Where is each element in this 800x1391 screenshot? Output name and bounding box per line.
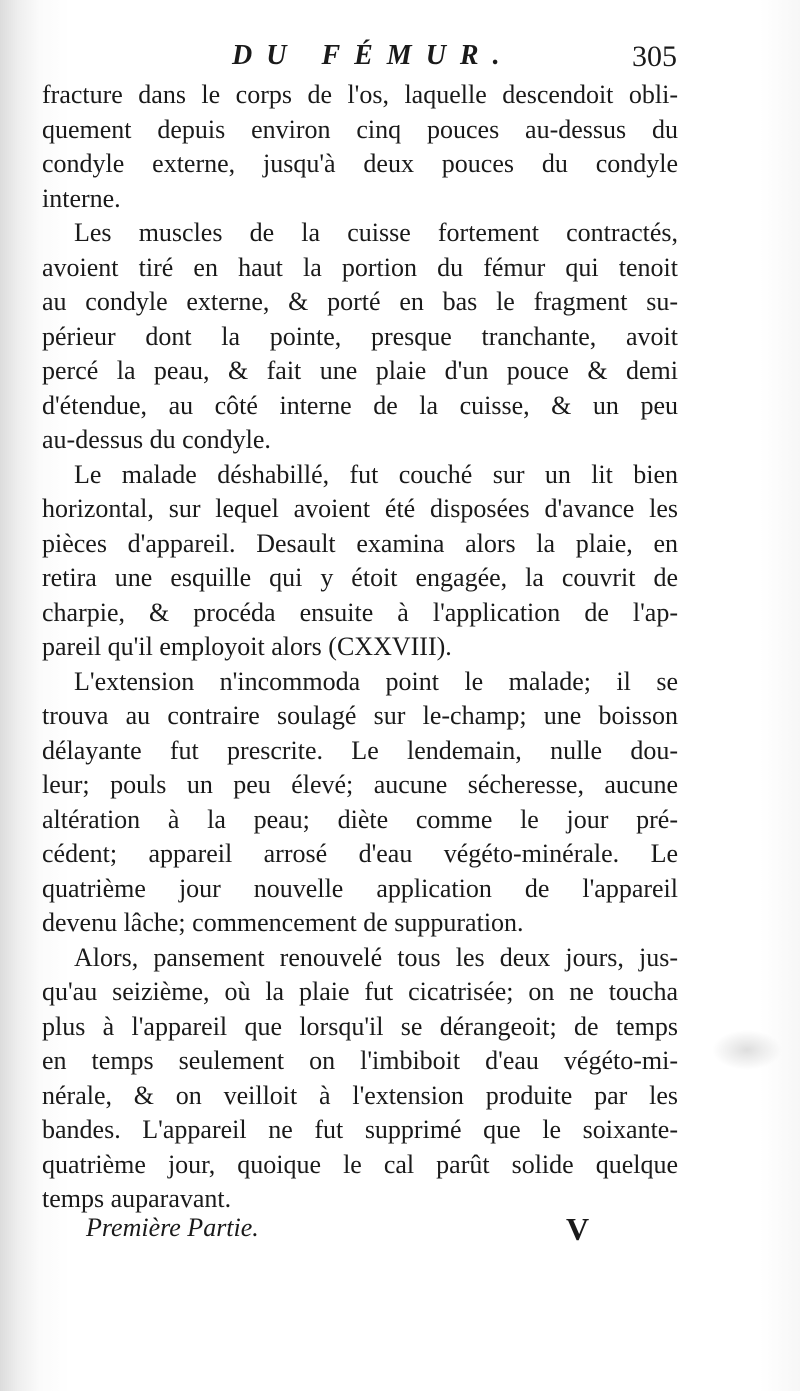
paragraph [42,665,678,941]
text-line: leur; pouls un peu élevé; aucune sécheresse, aucune [42,770,678,799]
paragraph [42,941,678,1217]
text-line: quement depuis environ cinq pouces au-dessus du [42,114,678,144]
text-line: horizontal, sur lequel avoient été disposées d'avance les [42,494,678,523]
text-line: avoient tiré en haut la portion du fémur qui tenoit [42,252,678,282]
text-line: fracture dans le corps de l'os, laquelle descendoit obli- [42,80,678,109]
page-footer [0,1213,800,1253]
text-line: cédent; appareil arrosé d'eau végéto-minérale. Le [42,839,678,868]
text-line: trouva au contraire soulagé sur le-champ; une boisson [42,701,678,730]
text-line: bandes. L'appareil ne fut supprimé que le soixante- [42,1115,678,1144]
page-number: 305 [632,40,677,73]
text-line: quatrième jour, quoique le cal parût solide quelque [42,1149,678,1179]
paragraph [42,78,678,216]
paragraph [42,458,678,665]
ink-bleed-smudge [712,1030,782,1070]
text-line: plus à l'appareil que lorsqu'il se dérangeoit; de temps [42,1011,678,1041]
text-line: nérale, & on veilloit à l'extension produite par les [42,1080,678,1110]
text-line: au-dessus du condyle. [42,425,271,454]
text-line: Les muscles de la cuisse fortement contractés, [74,218,678,247]
body-text [42,78,678,1217]
text-line: pareil qu'il employoit alors (CXXVIII). [42,632,452,661]
text-line: Le malade déshabillé, fut couché sur un lit bien [74,459,678,489]
text-line: quatrième jour nouvelle application de l'appareil [42,873,678,903]
text-line: temps auparavant. [42,1184,232,1213]
text-line: altération à la peau; diète comme le jour pré- [42,804,678,834]
paragraph [42,216,678,458]
text-line: en temps seulement on l'imbiboit d'eau végéto-mi- [42,1046,678,1075]
text-line: Alors, pansement renouvelé tous les deux jours, jus- [74,942,678,972]
text-line: condyle externe, jusqu'à deux pouces du condyle [42,149,678,178]
text-line: retira une esquille qui y étoit engagée, la couvrit de [42,563,678,592]
text-line: devenu lâche; commencement de suppuration. [42,908,524,937]
running-head: DU FÉMUR. [232,40,514,71]
text-line: délayante fut prescrite. Le lendemain, nulle dou- [42,735,678,765]
text-line: interne. [42,183,121,213]
text-line: percé la peau, & fait une plaie d'un pouce & demi [42,356,678,385]
signature-label: Première Partie. [86,1213,259,1242]
text-line: pièces d'appareil. Desault examina alors la plaie, en [42,528,678,558]
signature-mark: V [566,1211,590,1247]
text-line: périeur dont la pointe, presque tranchante, avoit [42,321,678,351]
page-header [0,40,800,80]
text-line: charpie, & procéda ensuite à l'application de l'ap- [42,597,678,627]
text-line: qu'au seizième, où la plaie fut cicatrisée; on ne toucha [42,977,678,1006]
text-line: L'extension n'incommoda point le malade; il se [74,666,678,696]
text-line: d'étendue, au côté interne de la cuisse, & un peu [42,390,678,420]
text-line: au condyle externe, & porté en bas le fragment su- [42,287,678,316]
